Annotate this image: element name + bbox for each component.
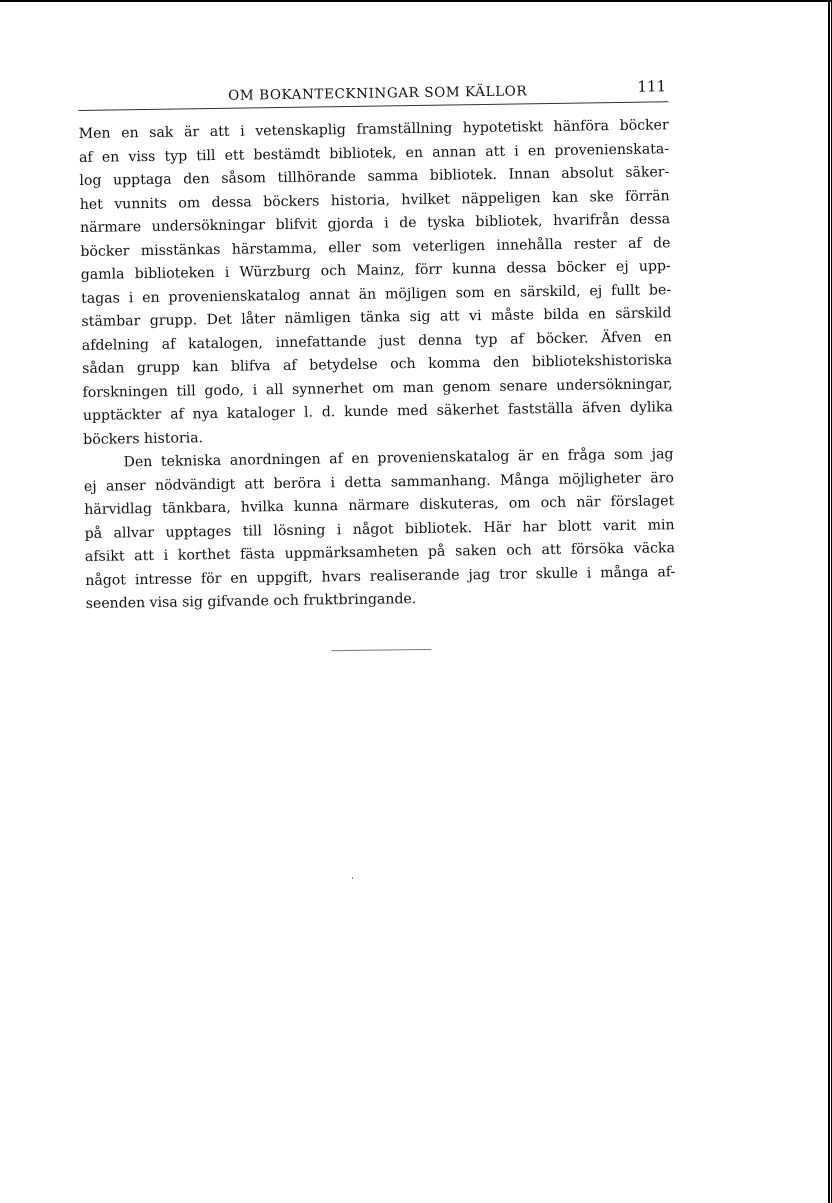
text-line: stämbar grupp. Det låter nämligen tänka sig att vi måste bilda en särskild xyxy=(81,305,672,330)
text-line: gamla biblioteken i Würzburg och Mainz, förr kunna dessa böcker ej upp- xyxy=(80,258,671,283)
text-line: seenden visa sig gifvande och fruktbringande. xyxy=(85,591,417,612)
text-line: på allvar upptages till lösning i något bibliotek. Här har blott varit min xyxy=(84,516,675,542)
running-head xyxy=(78,77,668,111)
text-line: närmare undersökningar blifvit gjorda i de tyska bibliotek, hvarifrån dessa xyxy=(79,211,671,236)
scan-border-top xyxy=(0,0,832,2)
text-line: böckers historia. xyxy=(83,429,204,448)
text-line: log upptaga den såsom tillhörande samma bibliotek. Innan absolut säker- xyxy=(79,164,670,189)
text-line: afdelning af katalogen, innefattande just denna typ af böcker. Äfven en xyxy=(81,328,672,354)
text-line: sådan grupp kan blifva af betydelse och komma den bibliotekshistoriska xyxy=(82,352,673,377)
text-line: härvidlag tänkbara, hvilka kunna närmare diskuteras, om och när förslaget xyxy=(84,493,675,518)
text-line: böcker misstänkas härstamma, eller som veterligen innehålla rester af de xyxy=(80,234,671,260)
text-line: Den tekniska anordningen af en provenienskatalog är en fråga som jag xyxy=(123,446,674,471)
book-page xyxy=(78,77,676,616)
scan-border-right xyxy=(828,0,830,1203)
section-end-rule xyxy=(331,649,431,651)
scan-speck xyxy=(352,877,353,879)
text-line: afsikt att i korthet fästa uppmärksamheten på saken och att försöka väcka xyxy=(84,540,676,565)
text-line: het vunnits om dessa böckers historia, hvilket näppeligen kan ske förrän xyxy=(79,187,670,213)
body-text xyxy=(79,114,676,616)
running-title: OM BOKANTECKNINGAR SOM KÄLLOR xyxy=(228,83,528,104)
text-line: ej anser nödvändigt att beröra i detta sammanhang. Många möjligheter äro xyxy=(83,469,674,495)
text-line: Men en sak är att i vetenskaplig framställning hypotetiskt hänföra böcker xyxy=(78,117,669,142)
text-line: tagas i en provenienskatalog annat än möjligen som en särskild, ej fullt be- xyxy=(81,281,672,307)
page-number: 111 xyxy=(637,77,667,96)
text-line: af en viss typ till ett bestämdt bibliotek, en annan att i en provenienskata- xyxy=(78,140,670,166)
paragraph-2 xyxy=(83,443,675,616)
text-line: upptäckter af nya kataloger l. d. kunde med säkerhet fastställa äfven dylika xyxy=(82,399,673,424)
text-line: något intresse för en uppgift, hvars realiserande jag tror skulle i många af- xyxy=(85,563,676,589)
text-line: forskningen till godo, i all synnerhet om man genom senare undersökningar, xyxy=(82,375,673,401)
paragraph-1 xyxy=(79,114,674,452)
